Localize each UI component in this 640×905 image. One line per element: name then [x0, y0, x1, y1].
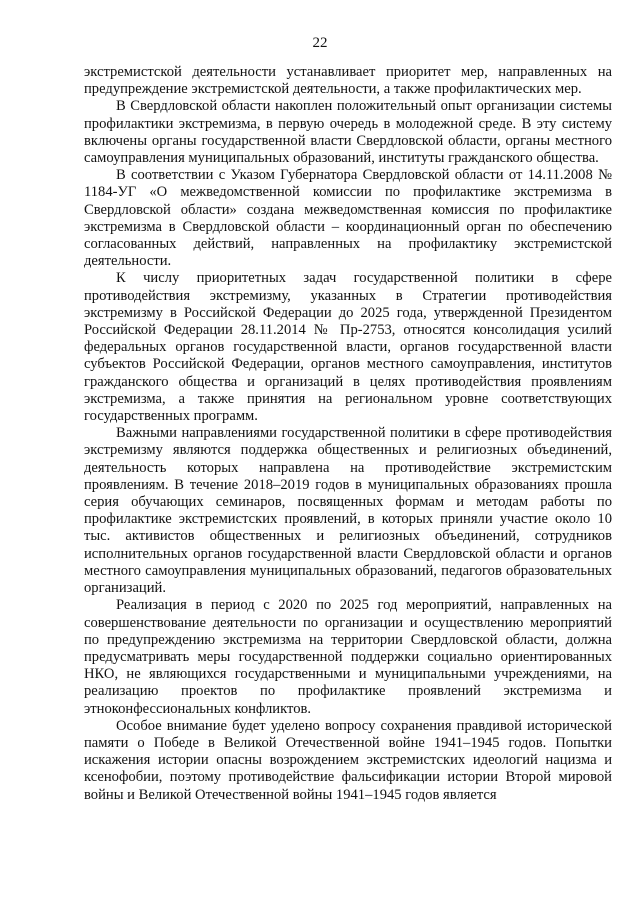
paragraph-governor-decree: В соответствии с Указом Губернатора Свердловской области от 14.11.2008 № 1184-УГ «О межведомственной комиссии по профилактике экстремизма в Свердловской области» создана межведомственная комиссия по профилактике экстремизма в Свердловской области – координационный орган по обеспечению согласованных действий, направленных на профилактику экстремистской деятельности. — [84, 167, 612, 270]
paragraph-prevention-system: В Свердловской области накоплен положительный опыт организации системы профилактики экстремизма, в первую очередь в молодежной среде. В эту систему включены органы государственной власти Свердловской области, органы местного самоуправления муниципальных образований, институты гражданского общества. — [84, 98, 612, 167]
page-number: 22 — [312, 35, 328, 51]
paragraph-priority-tasks: К числу приоритетных задач государственной политики в сфере противодействия экстремизму, указанных в Стратегии противодействия экстремизму в Российской Федерации до 2025 года, утвержденной Президентом Российской Федерации 28.11.2014 № Пр-2753, относятся консолидация усилий федеральных органов государственной власти, органов государственной власти субъектов Российской Федерации, органов местного самоуправления, институтов гражданского общества и организаций в целях противодействия проявлениям экстремизма, а также принятия на региональном уровне соответствующих государственных программ. — [84, 270, 612, 425]
paragraph-continuation: экстремистской деятельности устанавливает приоритет мер, направленных на предупреждение экстремистской деятельности, а также профилактических мер. — [84, 64, 612, 98]
paragraph-implementation-2020-2025: Реализация в период с 2020 по 2025 год мероприятий, направленных на совершенствование деятельности по организации и осуществлению мероприятий по предупреждению экстремизма на территории Свердловской области, должна предусматривать меры государственной поддержки социально ориентированных НКО, не являющихся государственными и муниципальными учреждениями, на реализацию проектов по профилактике проявлений экстремизма и этноконфессиональных конфликтов. — [84, 597, 612, 717]
paragraph-historical-memory: Особое внимание будет уделено вопросу сохранения правдивой исторической памяти о Победе в Великой Отечественной войне 1941–1945 годов. Попытки искажения истории опасны возрождением экстремистских идеологий нацизма и ксенофобии, поэтому противодействие фальсификации истории Второй мировой войны и Великой Отечественной войны 1941–1945 годов является — [84, 717, 612, 803]
document-body — [84, 64, 612, 804]
paragraph-important-directions: Важными направлениями государственной политики в сфере противодействия экстремизму являются поддержка общественных и религиозных объединений, деятельность которых направлена на противодействие экстремистским проявлениям. В течение 2018–2019 годов в муниципальных образованиях прошла серия обучающих семинаров, посвященных формам и методам работы по профилактике экстремистских проявлений, в которых приняли участие около 10 тыс. активистов общественных и религиозных объединений, сотрудников исполнительных органов государственной власти Свердловской области и органов местного самоуправления муниципальных образований, педагогов образовательных организаций. — [84, 425, 612, 597]
